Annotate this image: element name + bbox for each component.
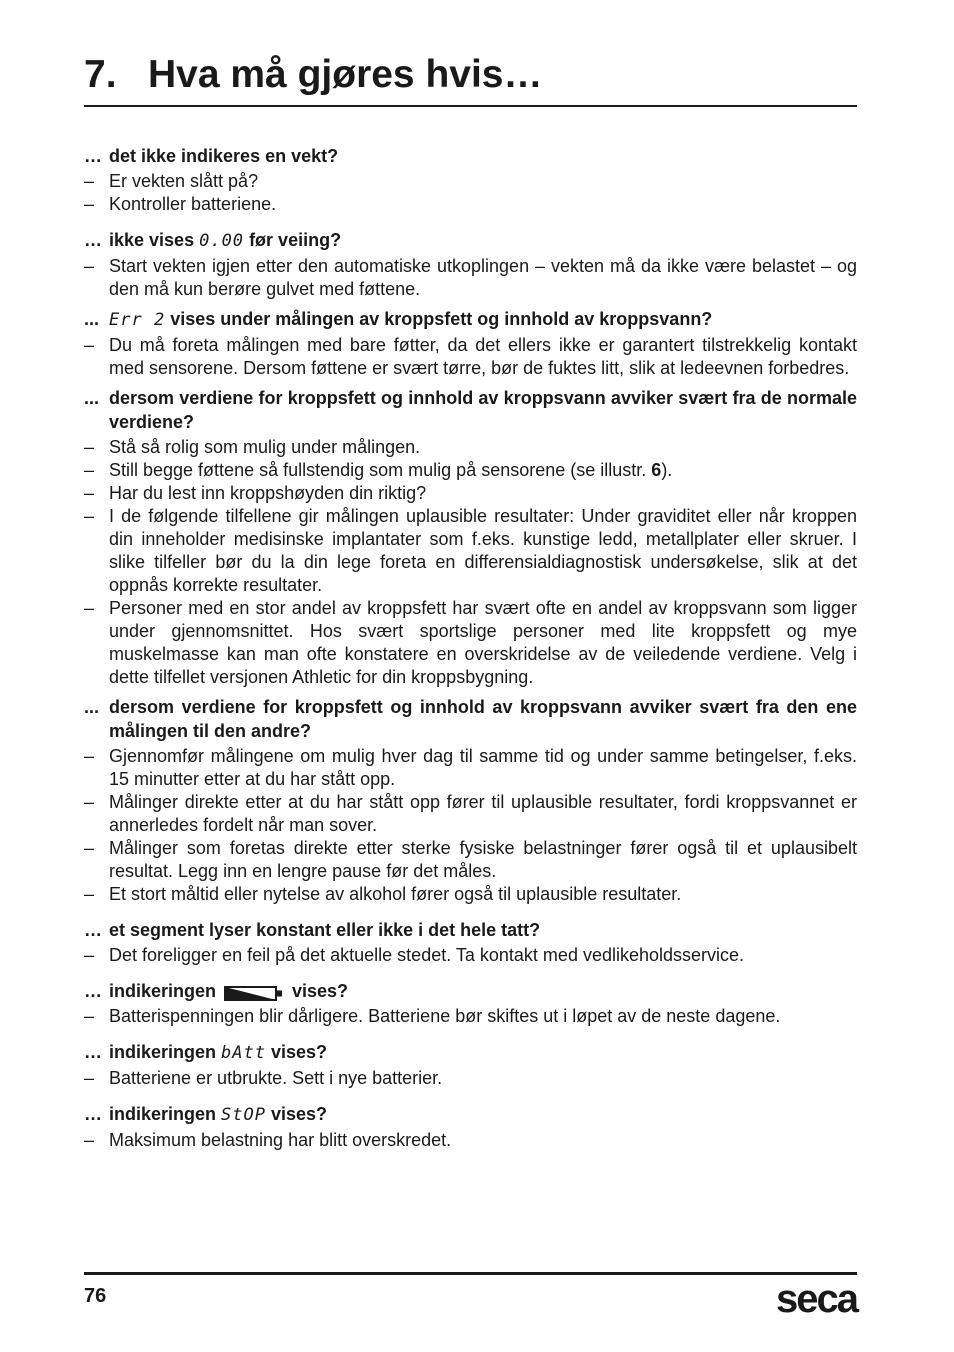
question-batt: … indikeringen bAtt vises?	[84, 1042, 328, 1063]
list-item: – Maksimum belastning har blitt overskredet.	[84, 1130, 452, 1150]
content	[84, 144, 857, 1152]
list-item: – Batteriene er utbrukte. Sett i nye batterier.	[84, 1068, 443, 1088]
question-deviating-values: ... dersom verdiene for kroppsfett og innhold av kroppsvann avviker svært fra de normale verdiene?	[84, 388, 857, 432]
list-item: – Du må foreta målingen med bare føtter, da det ellers ikke er garantert tilstrekkelig kontakt med sensorene. Dersom føttene er svært tørre, bør de fuktes litt, slik at ledeevnen forbedres.	[84, 335, 857, 378]
title-row	[84, 52, 857, 107]
list-item: – Har du lest inn kroppshøyden din riktig?	[84, 483, 427, 503]
question-err2: ... Err 2 vises under målingen av kroppsfett og innhold av kroppsvann?	[84, 309, 713, 330]
list-item: – Personer med en stor andel av kroppsfett har svært ofte en andel av kroppsvann som ligger under gjennomsnittet. Hos svært sportslige personer med lite kroppsfett og mye muskelmasse kan man ofte konstatere en overskridelse av de veiledende verdiene. Velg i dette tilfellet versjonen Athletic for din kroppsbygning.	[84, 598, 857, 687]
segment-display-text: Err 2	[109, 310, 166, 330]
list-item: – Gjennomfør målingene om mulig hver dag til samme tid og under samme betingelser, f.eks. 15 minutter etter at du har stått opp.	[84, 746, 857, 789]
list-item: – I de følgende tilfellene gir målingen uplausible resultater: Under graviditet eller når kroppen din inneholder medisinske implantater som f.eks. kunstige ledd, metallplater eller skruer. I slike tilfeller bør du la din lege foreta en differensialdiagnostisk undersøkelse, slik at det oppnås korrekte resultater.	[84, 506, 857, 595]
segment-display-text: 0.00	[199, 231, 245, 251]
question-stop: … indikeringen StOP vises?	[84, 1104, 328, 1125]
list-item: – Kontroller batteriene.	[84, 194, 277, 214]
page-number: 76	[84, 1285, 107, 1307]
chapter-number: 7.	[84, 53, 117, 96]
list-item: – Stå så rolig som mulig under målingen.	[84, 437, 421, 457]
answer-list	[84, 1067, 857, 1090]
question-varying-measurements: ... dersom verdiene for kroppsfett og innhold av kroppsvann avviker svært fra den ene målingen til den andre?	[84, 697, 857, 741]
list-item: – Målinger som foretas direkte etter sterke fysiske belastninger fører også til et uplausibelt resultat. Legg inn en lengre pause før det måles.	[84, 838, 857, 881]
page-title	[84, 52, 857, 98]
list-item: – Batterispenningen blir dårligere. Batteriene bør skiftes ut i løpet av de neste dagene.	[84, 1006, 781, 1026]
segment-display-text: StOP	[221, 1105, 266, 1125]
answer-list	[84, 436, 857, 689]
question-segment: … et segment lyser konstant eller ikke i det hele tatt?	[84, 920, 541, 940]
list-item: – Er vekten slått på?	[84, 171, 259, 191]
answer-list	[84, 1005, 857, 1028]
battery-low-icon	[224, 984, 284, 1000]
answer-list	[84, 745, 857, 906]
list-item: – Det foreligger en feil på det aktuelle stedet. Ta kontakt med vedlikeholdsservice.	[84, 945, 745, 965]
answer-list	[84, 944, 857, 967]
answer-list	[84, 334, 857, 380]
footer	[84, 1272, 857, 1321]
question-text: det ikke indikeres en vekt?	[109, 146, 339, 166]
list-item: – Start vekten igjen etter den automatiske utkoplingen – vekten må da ikke være belastet – og den må kun berøre gulvet med føttene.	[84, 256, 857, 299]
chapter-title: Hva må gjøres hvis…	[148, 53, 543, 96]
illustration-reference: 6	[651, 460, 662, 480]
question-battery-low: … indikeringen vises?	[84, 981, 349, 1001]
seca-logo: seca	[776, 1277, 857, 1321]
question-no-weight: … det ikke indikeres en vekt?	[84, 144, 857, 168]
segment-display-text: bAtt	[221, 1043, 266, 1063]
answer-list	[84, 255, 857, 301]
question-zero-display: … ikke vises 0.00 før veiing?	[84, 230, 342, 251]
list-item: – Still begge føttene så fullstendig som mulig på sensorene (se illustr. 6).	[84, 460, 673, 480]
list-item: – Et stort måltid eller nytelse av alkohol fører også til uplausible resultater.	[84, 884, 682, 904]
answer-list	[84, 1129, 857, 1152]
list-item: – Målinger direkte etter at du har stått opp fører til uplausible resultater, fordi kroppsvannet er annerledes fordelt når man sover.	[84, 792, 857, 835]
answer-list	[84, 170, 857, 216]
